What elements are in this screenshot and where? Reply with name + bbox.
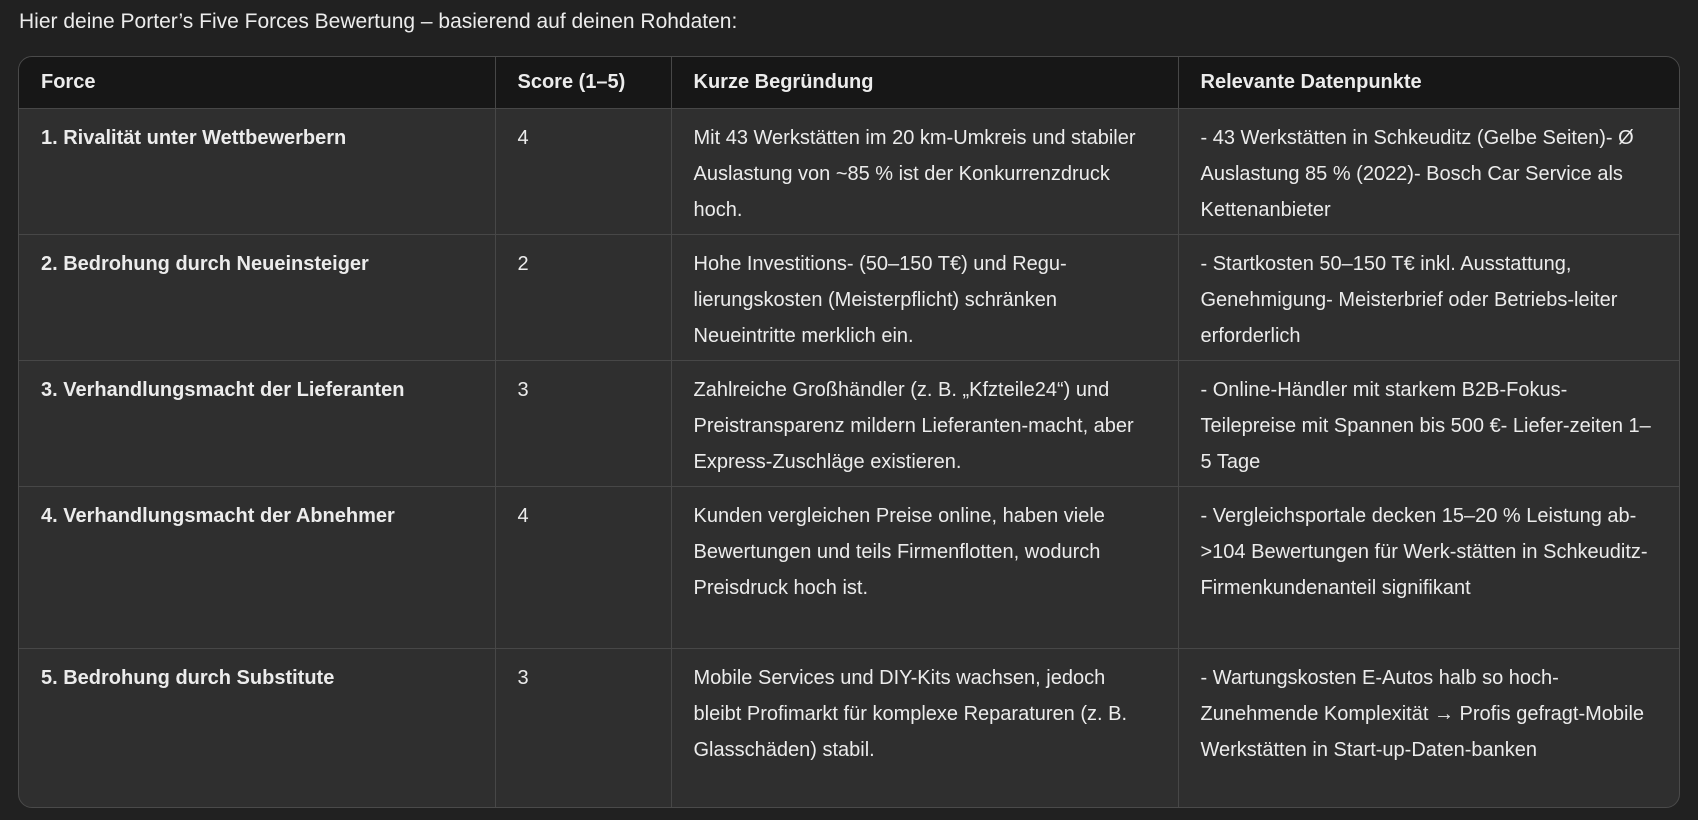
data-points-cell: - 43 Werkstätten in Schkeuditz (Gelbe Seiten)- Ø Auslastung 85 % (2022)- Bosch Car Service als Kettenanbieter	[1178, 108, 1679, 234]
data-points-cell: - Online-Händler mit starkem B2B-Fokus-Teilepreise mit Spannen bis 500 €- Liefer-zeiten 1–5 Tage	[1178, 360, 1679, 486]
reason-cell: Zahlreiche Großhändler (z. B. „Kfzteile24“) und Preistransparenz mildern Lieferanten-macht, aber Express-Zuschläge existieren.	[671, 360, 1178, 486]
force-cell: 2. Bedrohung durch Neueinsteiger	[19, 234, 495, 360]
intro-text: Hier deine Porter’s Five Forces Bewertung – basierend auf deinen Rohdaten:	[19, 10, 738, 33]
table-header	[19, 57, 1679, 108]
reason-cell: Kunden vergleichen Preise online, haben viele Bewertungen und teils Firmenflotten, wodurch Preisdruck hoch ist.	[671, 486, 1178, 648]
score-cell: 4	[495, 108, 671, 234]
header-force: Force	[41, 70, 96, 93]
header-data-points: Relevante Datenpunkte	[1178, 57, 1679, 108]
reason-cell: Mit 43 Werkstätten im 20 km-Umkreis und stabiler Auslastung von ~85 % ist der Konkurrenzdruck hoch.	[671, 108, 1178, 234]
score-cell: 3	[495, 360, 671, 486]
table-row	[19, 648, 1679, 808]
force-cell: 1. Rivalität unter Wettbewerbern	[19, 108, 495, 234]
force-cell: 3. Verhandlungsmacht der Lieferanten	[19, 360, 495, 486]
reason-cell: Hohe Investitions- (50–150 T€) und Regu-lierungskosten (Meisterpflicht) schränken Neueintritte merklich ein.	[671, 234, 1178, 360]
score-cell: 2	[495, 234, 671, 360]
score-cell: 3	[495, 648, 671, 808]
force-cell: 4. Verhandlungsmacht der Abnehmer	[19, 486, 495, 648]
header-reason: Kurze Begründung	[671, 57, 1178, 108]
table	[19, 57, 1679, 808]
table-body	[19, 108, 1679, 808]
table-row	[19, 486, 1679, 648]
five-forces-table	[18, 56, 1680, 808]
header-row	[19, 57, 1679, 108]
reason-cell: Mobile Services und DIY-Kits wachsen, jedoch bleibt Profimarkt für komplexe Reparaturen (z. B. Glasschäden) stabil.	[671, 648, 1178, 808]
header-score: Score (1–5)	[495, 57, 671, 108]
table-row	[19, 360, 1679, 486]
score-cell: 4	[495, 486, 671, 648]
force-cell: 5. Bedrohung durch Substitute	[19, 648, 495, 808]
table-row	[19, 108, 1679, 234]
data-points-cell: - Wartungskosten E-Autos halb so hoch-Zunehmende Komplexität → Profis gefragt-Mobile Werkstätten in Start-up-Daten-banken	[1178, 648, 1679, 808]
data-points-cell: - Vergleichsportale decken 15–20 % Leistung ab- >104 Bewertungen für Werk-stätten in Schkeuditz- Firmenkundenanteil signifikant	[1178, 486, 1679, 648]
data-points-cell: - Startkosten 50–150 T€ inkl. Ausstattung, Genehmigung- Meisterbrief oder Betriebs-leiter erforderlich	[1178, 234, 1679, 360]
table-row	[19, 234, 1679, 360]
